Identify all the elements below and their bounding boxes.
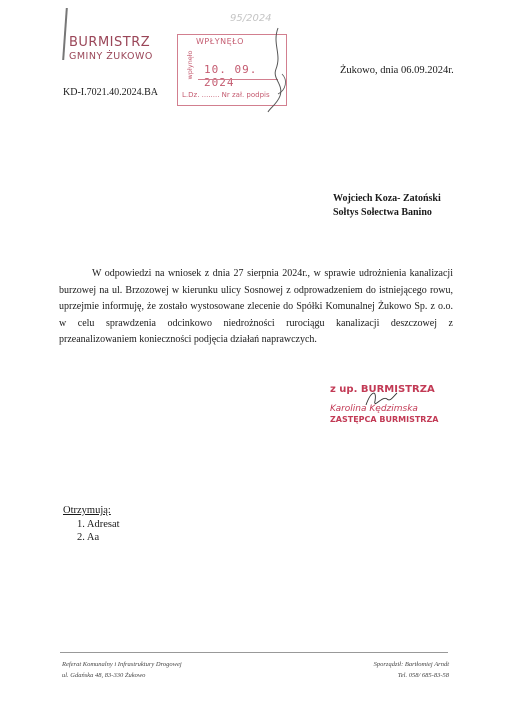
stamp-side-label: wpłynęło <box>186 50 194 80</box>
handwritten-number: 95/2024 <box>230 13 272 24</box>
stamp-signature-scribble <box>260 24 290 114</box>
handwritten-signature <box>363 387 399 413</box>
footer-author <box>369 659 449 681</box>
letter-body: W odpowiedzi na wniosek z dnia 27 sierpnia 2024r., w sprawie udrożnienia kanalizacji burzowej na ul. Brzozowej w kierunku ulicy Sosnowej z odprowadzeniem do istniejącego rowu, uprzejmie informuję, że zostało wystosowane zlecenie do Spółki Komunalnej Żukowo Sp. z o.o. w celu sprawdzenia odcinkowo niedrożności rurociągu kanalizacji deszczowej z przeanalizowaniem konieczności podjęcia działań naprawczych. <box>59 268 453 345</box>
recipient-item: 2. Aa <box>77 532 100 543</box>
signature-name: Karolina Kędzimska <box>330 404 418 414</box>
recipient-role: Sołtys Sołectwa Banino <box>333 207 432 218</box>
footer-department-address: ul. Gdańska 48, 83-330 Żukowo <box>62 672 146 679</box>
letterhead-title: BURMISTRZ <box>69 35 151 50</box>
reference-number: KD-I.7021.40.2024.BA <box>63 87 158 98</box>
recipients-list <box>77 518 120 544</box>
footer-divider <box>60 652 448 653</box>
stamp-heading: WPŁYNĘŁO <box>196 37 244 46</box>
footer-author-name: Sporządził: Bartłomiej Arndt <box>373 661 449 668</box>
signature-authority: z up. BURMISTRZA <box>330 384 435 395</box>
recipients-label: Otrzymują: <box>63 505 111 516</box>
footer-author-phone: Tel. 058/ 685-83-58 <box>397 672 449 679</box>
letterhead-subtitle: GMINY ŻUKOWO <box>69 51 153 62</box>
signature-title: ZASTĘPCA BURMISTRZA <box>330 415 439 424</box>
recipient-name: Wojciech Koza- Zatoński <box>333 193 441 204</box>
place-and-date: Żukowo, dnia 06.09.2024r. <box>340 65 454 76</box>
stamp-date: 10. 09. 2024 <box>204 63 258 89</box>
footer-department <box>62 659 182 681</box>
recipient-item: 1. Adresat <box>77 519 120 530</box>
footer-department-name: Referat Komunalny i Infrastruktury Drogowej <box>62 661 182 668</box>
stamp-bottom-label: L.Dz. ........ Nr zał. podpis <box>182 91 270 99</box>
letterhead-rule <box>62 8 68 60</box>
